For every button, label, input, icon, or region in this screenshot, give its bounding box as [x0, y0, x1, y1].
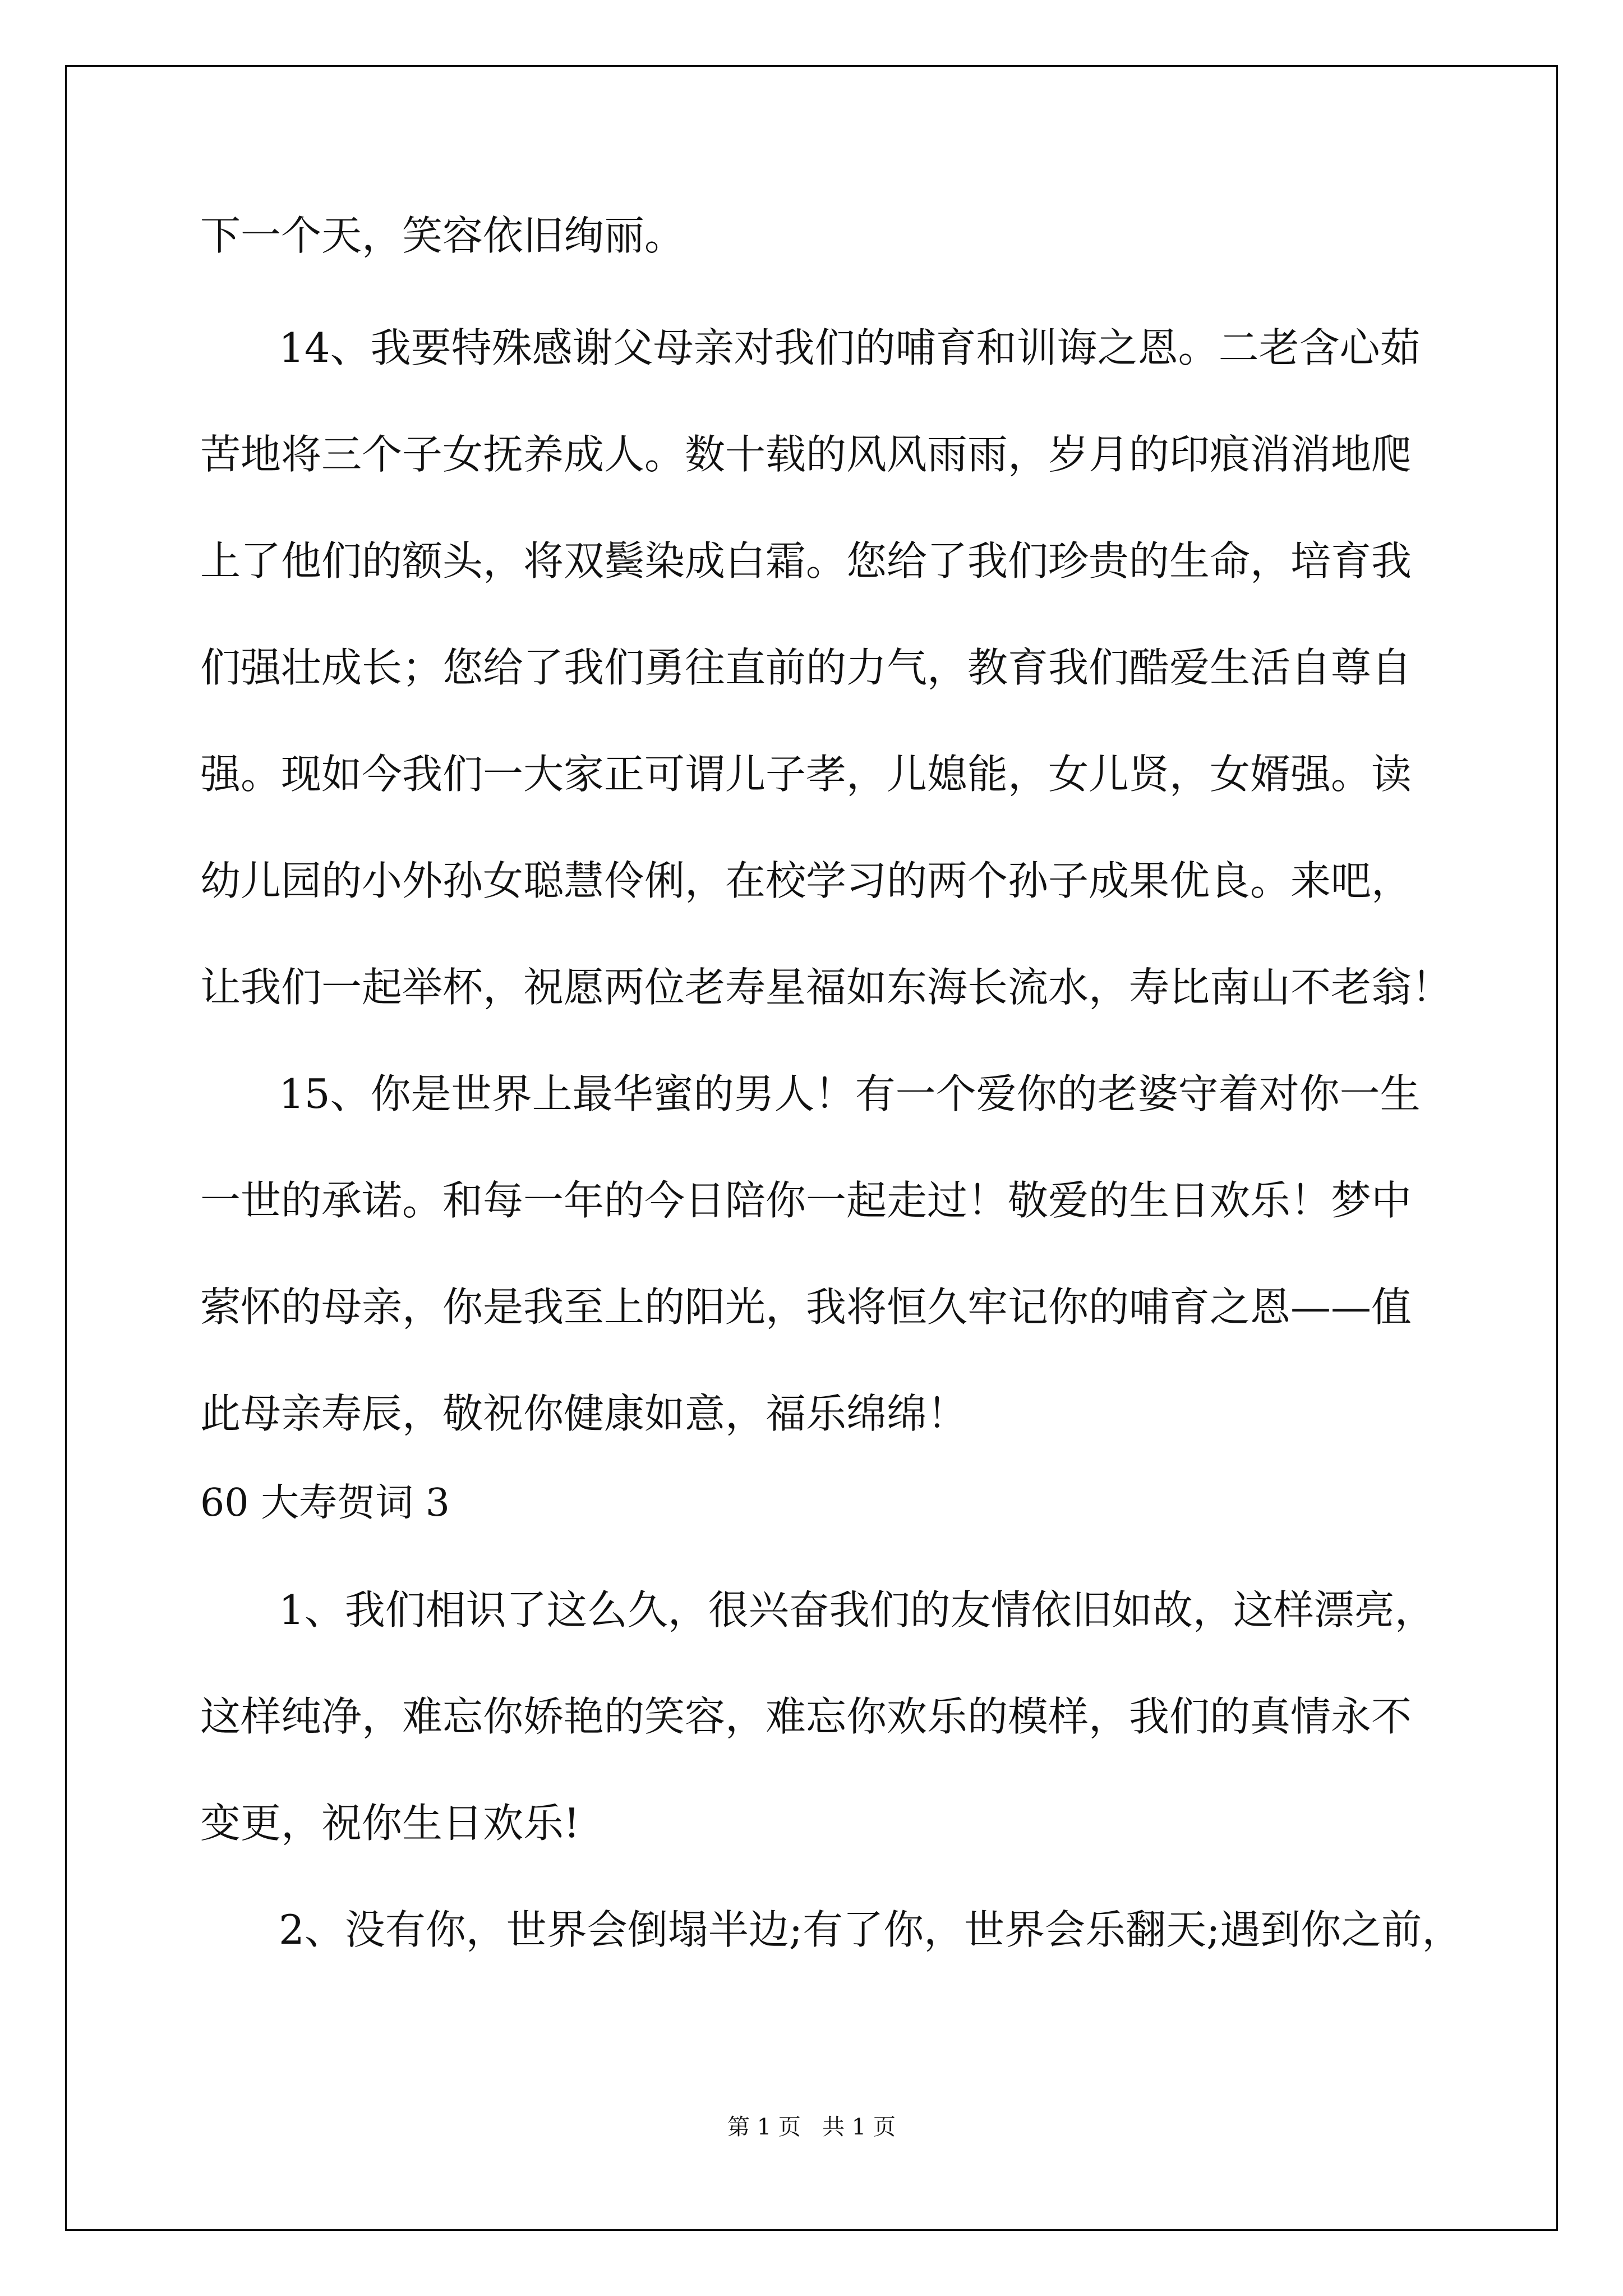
text-line: 幼儿园的小外孙女聪慧伶俐，在校学习的两个孙子成果优良。来吧，	[200, 857, 1412, 904]
section-heading: 60 大寿贺词 3	[200, 1481, 450, 1525]
text-line: 2、没有你，世界会倒塌半边;有了你，世界会乐翻天;遇到你之前，	[279, 1906, 1463, 1953]
page-footer: 第 1 页 共 1 页	[727, 2114, 896, 2140]
text-line: 15、你是世界上最华蜜的男人！有一个爱你的老婆守着对你一生	[279, 1070, 1421, 1117]
text-line: 强。现如今我们一大家正可谓儿子孝，儿媳能，女儿贤，女婿强。读	[200, 751, 1412, 798]
text-line: 萦怀的母亲，你是我至上的阳光，我将恒久牢记你的哺育之恩——值	[200, 1283, 1412, 1331]
text-line: 苦地将三个子女抚养成人。数十载的风风雨雨，岁月的印痕消消地爬	[200, 431, 1412, 478]
text-line: 下一个天，笑容依旧绚丽。	[200, 212, 685, 259]
text-line: 1、我们相识了这么久，很兴奋我们的友情依旧如故，这样漂亮，	[279, 1586, 1435, 1634]
text-line: 14、我要特殊感谢父母亲对我们的哺育和训诲之恩。二老含心茹	[279, 324, 1421, 371]
text-line: 上了他们的额头，将双鬓染成白霜。您给了我们珍贵的生命，培育我	[200, 537, 1412, 585]
text-line: 让我们一起举杯，祝愿两位老寿星福如东海长流水，寿比南山不老翁！	[200, 964, 1453, 1011]
text-line: 此母亲寿辰，敬祝你健康如意，福乐绵绵！	[200, 1390, 968, 1437]
text-line: 们强壮成长；您给了我们勇往直前的力气，教育我们酷爱生活自尊自	[200, 644, 1412, 691]
text-line: 变更，祝你生日欢乐!	[200, 1800, 580, 1847]
text-line: 这样纯净，难忘你娇艳的笑容，难忘你欢乐的模样，我们的真情永不	[200, 1693, 1412, 1740]
text-line: 一世的承诺。和每一年的今日陪你一起走过！敬爱的生日欢乐！梦中	[200, 1177, 1412, 1224]
